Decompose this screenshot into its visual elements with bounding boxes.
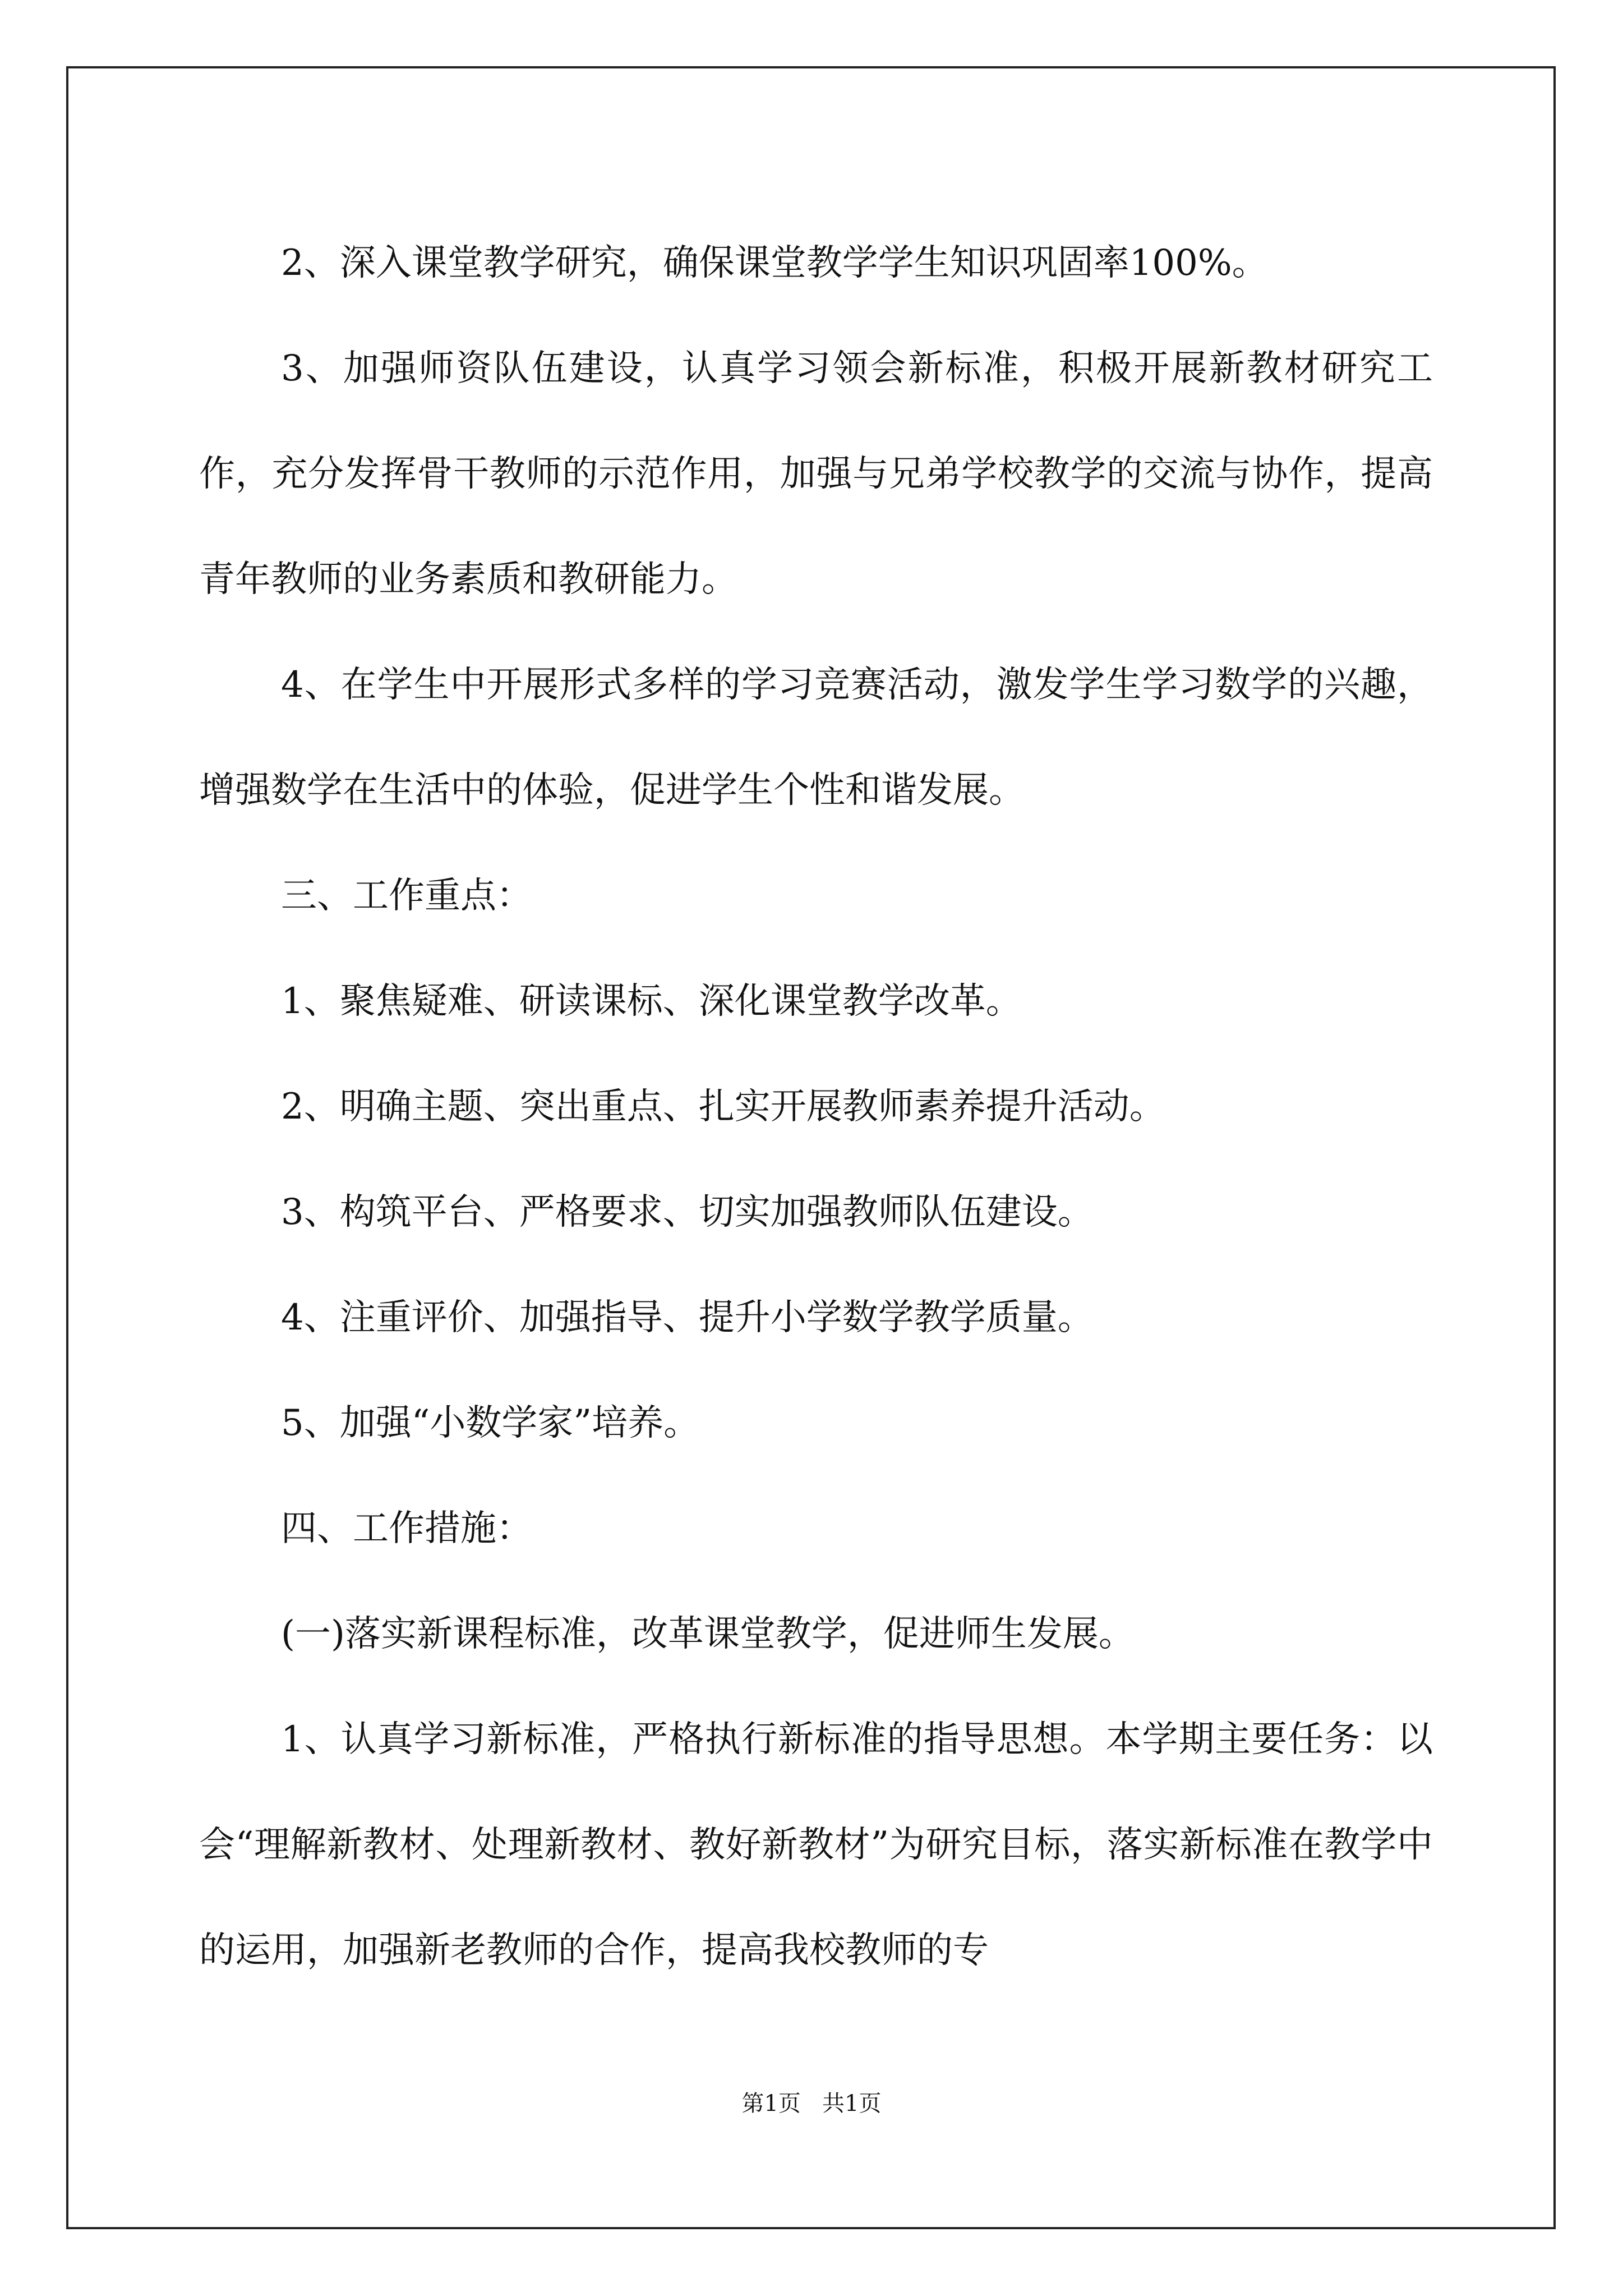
paragraph: 3、构筑平台、严格要求、切实加强教师队伍建设。 (281, 1191, 1094, 1233)
paragraph: 1、认真学习新标准，严格执行新标准的指导思想。本学期主要任务：以会“理解新教材、处理新教材、教好新教材”为研究目标，落实新标准在教学中的运用，加强新老教师的合作，提高我校教师的专 (199, 1719, 1433, 1971)
paragraph: 3、加强师资队伍建设，认真学习领会新标准，积极开展新教材研究工作，充分发挥骨干教师的示范作用，加强与兄弟学校教学的交流与协作，提高青年教师的业务素质和教研能力。 (199, 348, 1433, 600)
paragraph: 2、深入课堂教学研究，确保课堂教学学生知识巩固率100%。 (281, 242, 1268, 284)
subsection-heading: (一)落实新课程标准，改革课堂教学，促进师生发展。 (281, 1613, 1135, 1655)
page-footer: 第1页 共1页 (741, 2091, 882, 2116)
section-heading: 三、工作重点： (281, 875, 532, 917)
paragraph: 4、在学生中开展形式多样的学习竞赛活动，激发学生学习数学的兴趣，增强数学在生活中的体验，促进学生个性和谐发展。 (199, 664, 1433, 811)
paragraph: 4、注重评价、加强指导、提升小学数学教学质量。 (281, 1297, 1094, 1338)
paragraph: 5、加强“小数学家”培养。 (281, 1402, 700, 1444)
paragraph: 1、聚焦疑难、研读课标、深化课堂教学改革。 (281, 981, 1022, 1022)
document-body (199, 210, 1433, 2003)
section-heading: 四、工作措施： (281, 1508, 532, 1549)
paragraph: 2、明确主题、突出重点、扎实开展教师素养提升活动。 (281, 1086, 1165, 1128)
